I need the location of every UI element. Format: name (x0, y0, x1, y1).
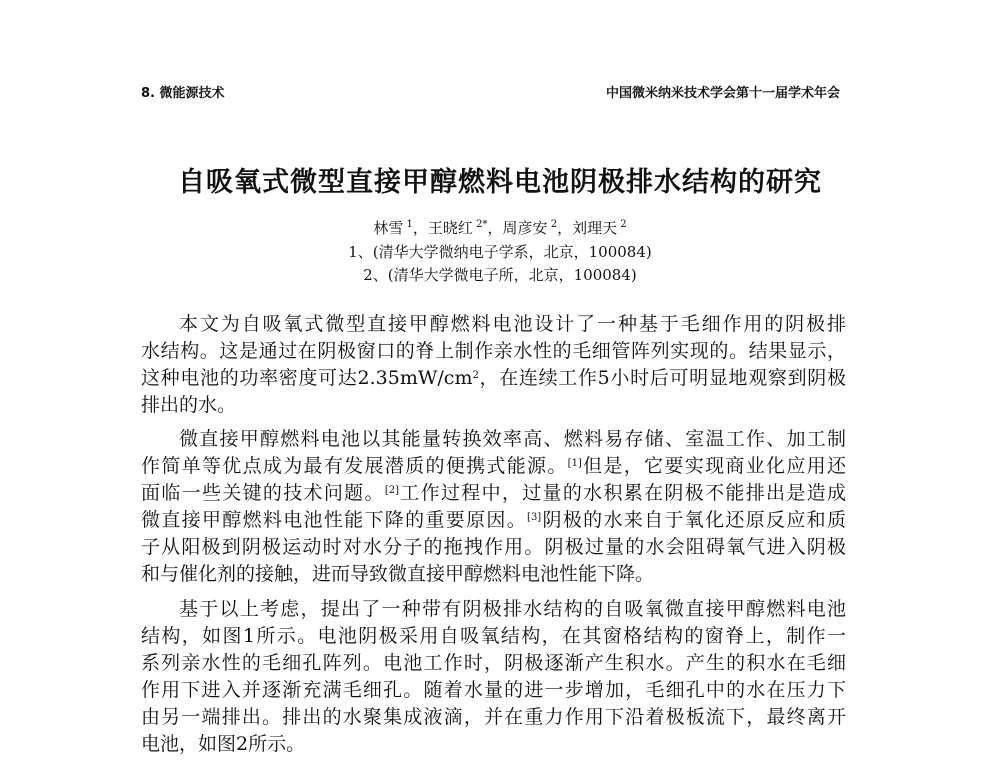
text-run: 电池，如图2所示。 (141, 733, 306, 755)
text-line (141, 561, 846, 588)
citation-mark: [3] (527, 512, 542, 523)
citation-mark: [1] (567, 458, 582, 469)
text-run: 面临一些关键的技术问题。 (141, 482, 385, 504)
text-line (141, 596, 846, 623)
text-run: 这种电池的功率密度可达2.35mW/cm (141, 367, 473, 389)
text-run: 作简单等优点成为最有发展潜质的便携式能源。 (141, 455, 568, 477)
text-line (141, 365, 846, 392)
text-line (141, 534, 846, 561)
text-run: 作用下进入并逐渐充满毛细孔。随着水量的进一步增加，毛细孔中的水在压力下 (141, 679, 846, 701)
text-run: 子从阳极到阴极运动时对水分子的拖拽作用。阴极过量的水会阻碍氧气进入阴极 (141, 536, 846, 558)
text-line (141, 731, 846, 758)
text-run: 系列亲水性的毛细孔阵列。电池工作时，阴极逐渐产生积水。产生的积水在毛细 (141, 652, 846, 674)
superscript: 2 (472, 370, 479, 381)
text-line (141, 453, 846, 480)
author-affiliation-mark: 2 (617, 219, 627, 230)
author-affiliation-mark: 1 (403, 219, 413, 230)
text-line (141, 480, 846, 507)
author-name: 刘理天 (572, 219, 618, 237)
text-line (141, 338, 846, 365)
author-name: 王晓红 (427, 219, 473, 237)
text-line (141, 623, 846, 650)
text-line (141, 507, 846, 534)
author-affiliation-mark: 2 (547, 219, 558, 230)
author-separator: ， (557, 219, 573, 237)
running-header-section: 8. 微能源技术 (141, 86, 225, 101)
text-run: 阴极的水来自于氧化还原反应和质 (541, 509, 846, 531)
text-run: 本文为自吸氧式微型直接甲醇燃料电池设计了一种基于毛细作用的阴极排 (179, 313, 846, 335)
author-affiliation-mark: 2* (472, 219, 488, 230)
text-run: 微直接甲醇燃料电池性能下降的重要原因。 (141, 509, 528, 531)
author-name: 林雪 (373, 219, 404, 237)
author-list (0, 217, 1000, 238)
text-run: 水结构。这是通过在阴极窗口的脊上制作亲水性的毛细管阵列实现的。结果显示， (141, 340, 846, 362)
body-paragraph-1 (141, 426, 846, 588)
text-run: 结构，如图1所示。电池阴极采用自吸氧结构，在其窗格结构的窗脊上，制作一 (141, 625, 846, 647)
text-run: 微直接甲醇燃料电池以其能量转换效率高、燃料易存储、室温工作、加工制 (179, 428, 846, 450)
text-line (141, 677, 846, 704)
text-run: ，在连续工作5小时后可明显地观察到阴极 (478, 367, 846, 389)
text-line (141, 650, 846, 677)
author-separator: ， (412, 219, 428, 237)
abstract-paragraph (141, 311, 846, 419)
affiliation-1: 1、(清华大学微纳电子学系，北京，100084) (348, 243, 652, 261)
text-run: 排出的水。 (141, 394, 237, 416)
author-separator: ， (487, 219, 503, 237)
affiliation-2: 2、(清华大学微电子所，北京，100084) (363, 266, 637, 284)
body-paragraph-2 (141, 596, 846, 758)
text-line (141, 392, 846, 419)
text-run: 由另一端排出。排出的水聚集成液滴，并在重力作用下沿着极板流下，最终离开 (141, 706, 846, 728)
text-run: 基于以上考虑，提出了一种带有阴极排水结构的自吸氧微直接甲醇燃料电池 (179, 598, 846, 620)
text-line (141, 426, 846, 453)
text-run: 但是，它要实现商业化应用还 (581, 455, 846, 477)
citation-mark: [2] (384, 485, 399, 496)
running-header-conference: 中国微米纳米技术学会第十一届学术年会 (605, 86, 840, 101)
text-line (141, 311, 846, 338)
text-run: 工作过程中，过量的水积累在阴极不能排出是造成 (398, 482, 846, 504)
author-name: 周彦安 (502, 219, 548, 237)
text-run: 和与催化剂的接触，进而导致微直接甲醇燃料电池性能下降。 (141, 563, 655, 585)
paper-title: 自吸氧式微型直接甲醇燃料电池阴极排水结构的研究 (178, 167, 822, 198)
text-line (141, 704, 846, 731)
